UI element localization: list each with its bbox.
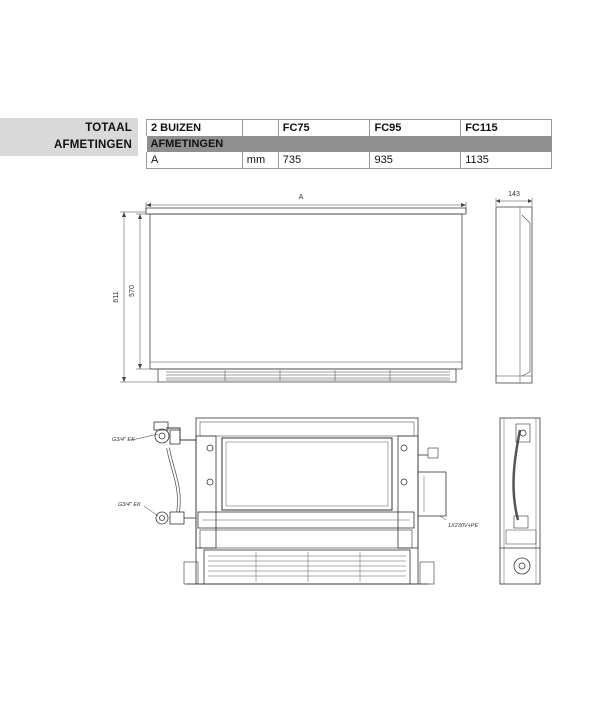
header-cell: 2 BUIZEN <box>147 120 243 137</box>
dim-total-height-label: 611 <box>113 291 120 303</box>
internal-view <box>132 418 446 584</box>
label-top-connection: G3/4" EK <box>112 437 135 443</box>
dim-width-label: A <box>298 194 304 201</box>
dim-depth-label: 143 <box>508 191 520 198</box>
label-power-supply: 1X230V+PE <box>448 523 479 529</box>
header-cell: FC115 <box>461 120 552 137</box>
label-bottom-connection: G3/4" EK <box>118 502 141 508</box>
dim-body-height-label: 570 <box>129 285 136 297</box>
row-value: 935 <box>370 152 461 169</box>
front-view <box>120 202 466 382</box>
title-line-1: TOTAAL <box>85 122 132 134</box>
section-label: AFMETINGEN <box>147 136 552 152</box>
row-label: A <box>147 152 243 169</box>
row-unit: mm <box>242 152 278 169</box>
internal-side-view <box>500 418 540 584</box>
header-cell: FC95 <box>370 120 461 137</box>
side-view <box>496 198 532 383</box>
row-value: 1135 <box>461 152 552 169</box>
row-value: 735 <box>278 152 370 169</box>
header-cell: FC75 <box>278 120 370 137</box>
title-line-2: AFMETINGEN <box>53 139 132 151</box>
